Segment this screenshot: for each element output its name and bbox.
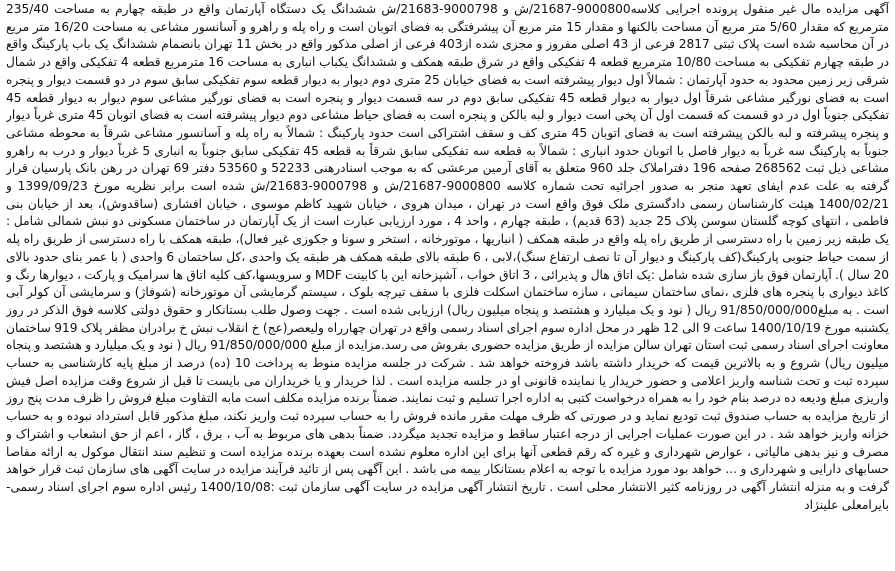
notice-text: آگهی مزایده مال غیر منقول پرونده اجرایی کلاسه9000800-21687/ش و 9000798-21683/ش ششدانگ یک دستگاه آپارتمان واقع در طبقه چهارم به مساحت 235/40 مترمربع که مقدار 5/60 متر مربع آن مساحت بالکنها و مقدار 15 متر مربع آن پیشرفتگی به فضای اتوبان است و راه پله و راهرو و آسانسور مشاعی به مساحت 16/20 متر مربع در آن محاسبه شده است پلاک ثبتی 2817 فرعی از 43 اصلی مفروز و مجزی شده از403 فرعی از اصلی مذکور واقع در بخش 11 تهران بانضمام ششدانگ یک باب پارکینگ واقع در طبقه چهارم تفکیکی به مساحت 10/80 مترمربع قطعه 4 تفکیکی واقع در شرق طبقه همکف و ششدانگ یکباب انباری به مساحت 16 مترمربع قطعه 4 تفکیکی واقع در شمال شرقی زیر زمین محدود به حدود آپارتمان : شمالاً اول دیوار پیشرفته است به فضای خیابان 25 متری دوم دیوار به دیوار قطعه سوم تفکیکی سابق سوم در دو قسمت دیوار و پنجره است به فضای نورگیر مشاعی شرقاً اول دیوار به دیوار قطعه 45 تفکیکی سابق دوم در سه قسمت دیوار و پنجره است به فضای نورگیر مشاعی سوم دیوار به دیوار قطعه 45 تفکیکی جنوباً اول در دو قسمت که قسمت اول آن پخی است دیوار و لبه بالکن و پنجره است به فضای حیاط مشاعی دوم دیوار پیشرفته است به فضای اتوبان 45 متری غرباً دیوار و پنجره پیشرفته و لبه بالکن پیشرفته است به فضای اتوبان 45 متری کف و سقف اشتراکی است حدود پارکینگ : شمالاً به راه پله و آسانسور مشاعی شرقاً به محوطه مشاعی جنوباً به پارکینگ سه غرباً به دیوار فاصل با اتوبان حدود انباری : شمالاً به قطعه سه تفکیکی سابق شرقاً به قطعه 45 تفکیکی سابق جنوباً به انباری 5 غرباً دیوار و درب به راهرو مشاعی ذیل ثبت 268562 صفحه 196 دفتراملاک جلد 960 متعلق به آقای آرمین مرعشی که به موجب اسنادرهنی 52233 و 53560 دفتر 69 تهران در رهن بانک پارسیان قرار گرفته به علت عدم ایفای تعهد منجر به صدور اجرائیه تحت شماره کلاسه 9000800-21687/ش و 9000798-21683/ش شده است برابر نظریه مورخ 1399/09/23 و 1400/02/21 هیئت کارشناسان رسمی دادگستری ملک فوق واقع است در تهران ، میدان هروی ، خیابان شهید کاظم موسوی ، خیابان افشاری (ساقدوش)، بعد از خیابان بنی فاطمی ، انتهای کوچه گلستان سوسن پلاک 25 جدید (63 قدیم) ، طبقه چهارم ، واحد 4 ، مورد ارزیابی عبارت است از یک آپارتمان در ساختمان مسکونی دو نبش شمالی شامل : یک طبقه زیر زمین با راه دسترسی از طریق راه پله واقع در طبقه همکف ( انباریها ، موتورخانه ، استخر و سونا و جکوزی غیر فعال)، طبقه همکف با راه دسترسی از طریق راه پله از سمت حیاط جنوبی پارکینگ(کف پارکینگ و دیوار آن تا نصف ارتفاع سنگ)،لابی ، 6 طبقه بالای طبقه همکف هر طبقه یک واحدی ،کل ساختمان 6 واحدی ( با عمر بنای حدود بالای 20 سال ). آپارتمان فوق باز سازی شده شامل :یک اتاق هال و پذیرائی ، 3 اتاق خواب ، آشپزخانه این با کابینت MDF و سرویسها،کف کلیه اتاق ها سرامیک و پارکت ، دیوارها رنگ و کاغذ دیواری با پنجره های فلزی ،نمای ساختمان سیمانی ، سازه ساختمان اسکلت فلزی با سقف تیرچه بلوک ، سیستم گرمایشی آن موتورخانه (شوفاژ) و سرمایشی آن کولر آبی است . به مبلغ91/850/000/000 ریال ( نود و یک میلیارد و هشتصد و پنجاه میلیون ریال) ارزیابی شده است . جهت وصول طلب بستانکار و حقوق دولتی کلاسه فوق الذکر در روز یکشنبه مورخ 1400/10/19 ساعت 9 الی 12 ظهر در محل اداره سوم اجرای اسناد رسمی واقع در تهران چهارراه ولیعصر(عج) خ انقلاب نبش خ برادران مظفر پلاک 919 ساختمان معاونت اجرای اسناد رسمی ثبت استان تهران سالن مزایده از طریق مزایده حضوری بفروش می رسد.مزایده از مبلغ 91/850/000/000 ریال ( نود و یک میلیارد و هشتصد و پنجاه میلیون ریال) شروع و به بالاترین قیمت که خریدار داشته باشد فروخته خواهد شد . شرکت در جلسه مزایده منوط به پرداخت 10 (ده) درصد از مبلغ پایه کارشناسی به حساب سپرده ثبت و تحت شناسه واریز اعلامی و حضور خریدار یا نماینده قانونی او در جلسه مزایده است . لذا خریدار و یا خریداران می بایست تا قبل از شروع وقت مزایده اصل فیش واریزی مبلغ ودیعه ده درصد بنام خود را به همراه درخواست کتبی به اداره اجرا تسلیم و ثبت نمایند. ضمناً برنده مزایده مکلف است مابه التفاوت مبلغ فروش را ظرف مدت پنج روز از تاریخ مزایده به حساب صندوق ثبت تودیع نماید و در صورتی که ظرف مهلت مقرر مانده فروش را به حساب سپرده ثبت واریز نکند، مبلغ مذکور قابل استرداد نبوده و به حساب خزانه واریز خواهد شد . در این صورت عملیات اجرایی از درجه اعتبار ساقط و مزایده تجدید میگردد. ضمناً بدهی های مربوط به آب ، برق ، گاز ، اعم از حق انشعاب و اشتراک و مصرف و نیز بدهی مالیاتی ، عوارض شهرداری و غیره که رقم قطعی آنها برای این اداره معلوم نشده است بعهده برنده مزایده است و تنظیم سند انتقال موکول به ارائه مفاصا حسابهای دارایی و شهرداری و ... خواهد بود مورد مزایده با توجه به اعلام بستانکار بیمه می باشد . این آگهی پس از تائید فرآیند مزایده در سایت آگهی های سازمان ثبت قرار خواهد گرفت و به منزله انتشار آگهی در روزنامه کثیر الانتشار محلی است . تاریخ انتشار آگهی مزایده در سایت آگهی سازمان ثبت :1400/10/08 رئیس اداره سوم اجرای اسناد رسمی- بایرامعلی علینژاد: [6, 2, 889, 512]
auction-notice: [6, 1, 889, 569]
